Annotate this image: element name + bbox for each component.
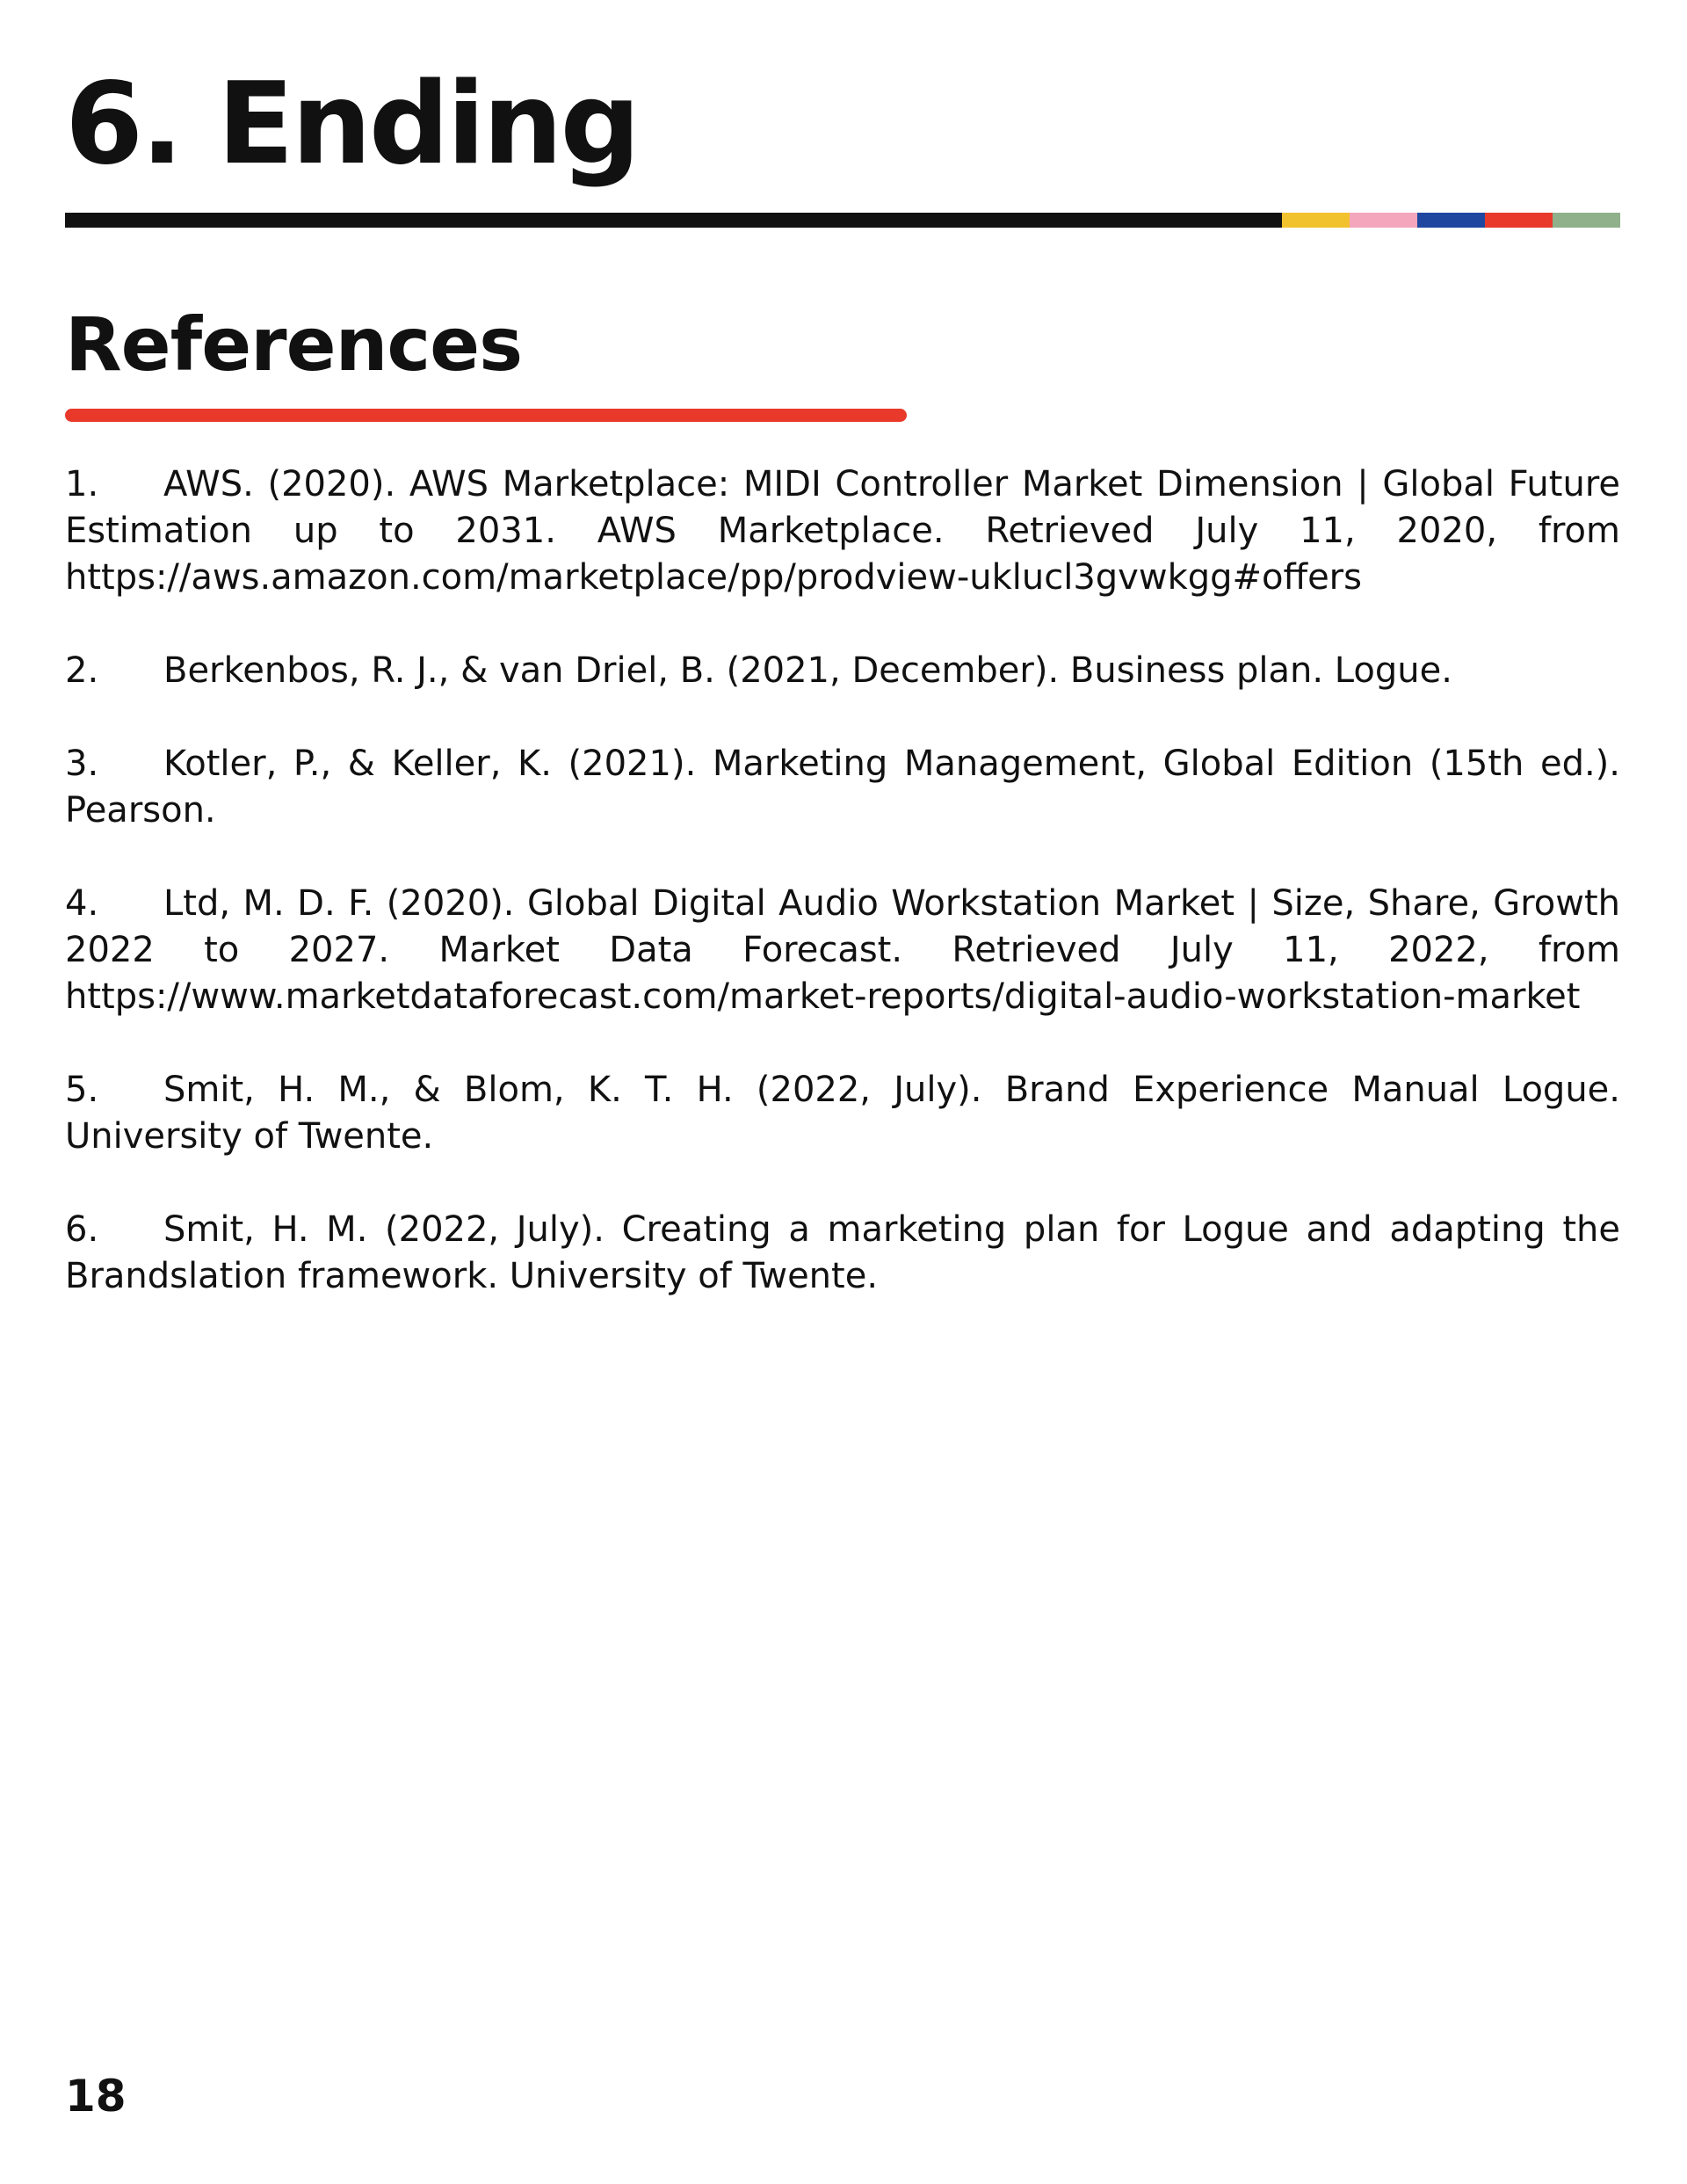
references-underline — [65, 409, 907, 422]
reference-number: 6. — [65, 1209, 99, 1250]
reference-number: 5. — [65, 1070, 99, 1110]
reference-number: 3. — [65, 744, 99, 784]
reference-text: Kotler, P., & Keller, K. (2021). Marketing Management, Global Edition (15th ed.). Pearson. — [65, 744, 1620, 831]
reference-text: Smit, H. M., & Blom, K. T. H. (2022, July). Brand Experience Manual Logue. University of Twente. — [65, 1070, 1620, 1157]
reference-item — [65, 881, 1620, 1020]
reference-text: Berkenbos, R. J., & van Driel, B. (2021, December). Business plan. Logue. — [163, 650, 1452, 691]
page-number: 18 — [65, 2071, 127, 2122]
reference-number: 2. — [65, 650, 99, 691]
title-divider — [65, 213, 1620, 228]
title-divider-green-segment — [1553, 213, 1620, 228]
references-heading: References — [65, 301, 523, 388]
reference-text: AWS. (2020). AWS Marketplace: MIDI Controller Market Dimension | Global Future Estimation up to 2031. AWS Marketplace. Retrieved July 11, 2020, from https://aws.amazon.com/marketplace/pp/prodview-uklucl3gvwkgg#offers — [65, 464, 1620, 598]
references-list — [65, 461, 1620, 1346]
reference-text: Smit, H. M. (2022, July). Creating a marketing plan for Logue and adapting the Brandslation framework. University of Twente. — [65, 1209, 1620, 1296]
reference-number: 4. — [65, 883, 99, 924]
title-divider-pink-segment — [1350, 213, 1417, 228]
title-divider-red-segment — [1485, 213, 1553, 228]
page-title: 6. Ending — [65, 59, 639, 190]
reference-item — [65, 461, 1620, 601]
reference-item — [65, 1207, 1620, 1300]
reference-number: 1. — [65, 464, 99, 504]
reference-item — [65, 648, 1620, 694]
reference-item — [65, 741, 1620, 834]
title-divider-black-segment — [65, 213, 1282, 228]
title-divider-yellow-segment — [1282, 213, 1350, 228]
title-divider-blue-segment — [1417, 213, 1485, 228]
reference-item — [65, 1067, 1620, 1160]
reference-text: Ltd, M. D. F. (2020). Global Digital Audio Workstation Market | Size, Share, Growth 2022 to 2027. Market Data Forecast. Retrieved July 11, 2022, from https://www.marketdataforecast.com/market-reports/digital-audio-workstation-market — [65, 883, 1620, 1017]
